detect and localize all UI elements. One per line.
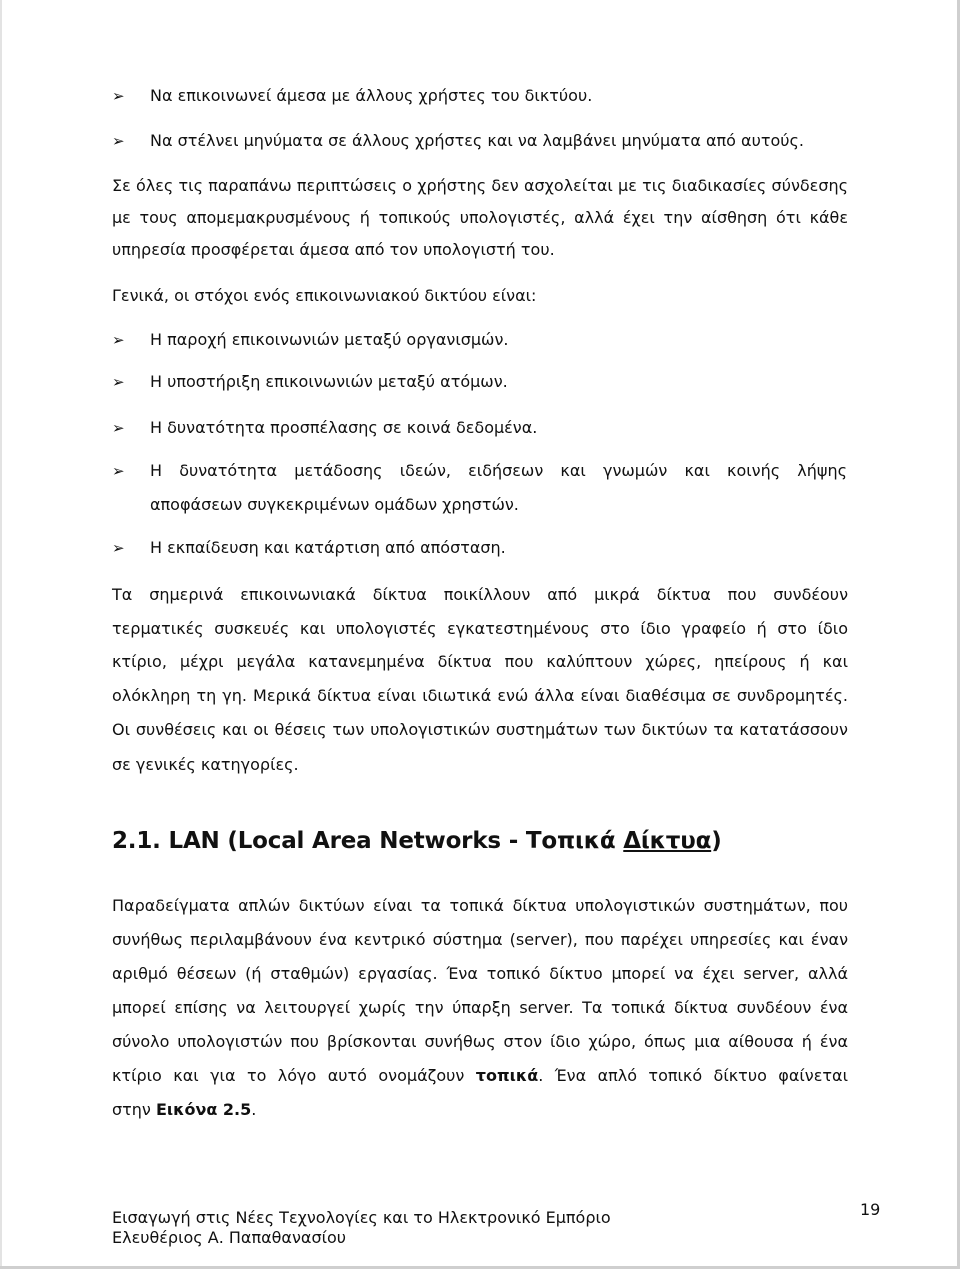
page-edge-left (0, 0, 2, 1269)
paragraph-line: στην Εικόνα 2.5. (112, 1100, 257, 1119)
bullet-icon: ➢ (112, 419, 125, 437)
bullet-item: Η παροχή επικοινωνιών μεταξύ οργανισμών. (150, 330, 509, 349)
paragraph-line: Παραδείγματα απλών δικτύων είναι τα τοπικά δίκτυα υπολογιστικών συστημάτων, που (112, 896, 848, 915)
section-heading: 2.1. LAN (Local Area Networks - Τοπικά Δίκτυα) (112, 828, 722, 854)
bullet-icon: ➢ (112, 462, 125, 480)
paragraph-line: με τους απομεμακρυσμένους ή τοπικούς υπολογιστές, αλλά έχει την αίσθηση ότι κάθε (112, 208, 848, 227)
paragraph-line: κτίριο, μέχρι μεγάλα κατανεμημένα δίκτυα που καλύπτουν χώρες, ηπείρους ή και (112, 652, 848, 671)
paragraph-line: κτίριο και για το λόγο αυτό ονομάζουν τοπικά. Ένα απλό τοπικό δίκτυο φαίνεται (112, 1066, 848, 1085)
paragraph-line: υπηρεσία προσφέρεται άμεσα από τον υπολογιστή του. (112, 240, 555, 259)
paragraph-line: σε γενικές κατηγορίες. (112, 755, 299, 774)
paragraph-line: σύνολο υπολογιστών που βρίσκονται συνήθως στον ίδιο χώρο, όπως μια αίθουσα ή ένα (112, 1032, 848, 1051)
goals-intro: Γενικά, οι στόχοι ενός επικοινωνιακού δικτύου είναι: (112, 286, 537, 305)
page-number: 19 (860, 1200, 881, 1219)
paragraph-line: Οι συνθέσεις και οι θέσεις των υπολογιστικών συστημάτων των δικτύων τα κατατάσσουν (112, 720, 848, 739)
bullet-item: Η δυνατότητα μετάδοσης ιδεών, ειδήσεων και γνωμών και κοινής λήψης (150, 461, 847, 480)
paragraph-line: αριθμό θέσεων (ή σταθμών) εργασίας. Ένα τοπικό δίκτυο μπορεί να έχει server, αλλά (112, 964, 848, 983)
bullet-item-continuation: αποφάσεων συγκεκριμένων ομάδων χρηστών. (150, 495, 519, 514)
bullet-icon: ➢ (112, 539, 125, 557)
paragraph-line: μπορεί επίσης να λειτουργεί χωρίς την ύπαρξη server. Τα τοπικά δίκτυα συνδέουν ένα (112, 998, 848, 1017)
bullet-icon: ➢ (112, 331, 125, 349)
bullet-item: Να στέλνει μηνύματα σε άλλους χρήστες και να λαμβάνει μηνύματα από αυτούς. (150, 131, 805, 150)
bullet-item: Η δυνατότητα προσπέλασης σε κοινά δεδομένα. (150, 418, 538, 437)
paragraph-line: Σε όλες τις παραπάνω περιπτώσεις ο χρήστης δεν ασχολείται με τις διαδικασίες σύνδεσης (112, 176, 848, 195)
bullet-icon: ➢ (112, 373, 125, 391)
paragraph-line: Τα σημερινά επικοινωνιακά δίκτυα ποικίλλουν από μικρά δίκτυα που συνδέουν (112, 585, 848, 604)
footer-title: Εισαγωγή στις Νέες Τεχνολογίες και το Ηλεκτρονικό Εμπόριο (112, 1208, 611, 1227)
footer-author: Ελευθέριος Α. Παπαθανασίου (112, 1228, 347, 1247)
bullet-item: Να επικοινωνεί άμεσα με άλλους χρήστες του δικτύου. (150, 86, 593, 105)
bullet-item: Η υποστήριξη επικοινωνιών μεταξύ ατόμων. (150, 372, 508, 391)
bullet-icon: ➢ (112, 132, 125, 150)
paragraph-line: τερματικές συσκευές και υπολογιστές εγκατεστημένους στο ίδιο γραφείο ή στο ίδιο (112, 619, 848, 638)
bullet-item: Η εκπαίδευση και κατάρτιση από απόσταση. (150, 538, 506, 557)
bullet-icon: ➢ (112, 87, 125, 105)
paragraph-line: ολόκληρη τη γη. Μερικά δίκτυα είναι ιδιωτικά ενώ άλλα είναι διαθέσιμα σε συνδρομητές. (112, 686, 848, 705)
paragraph-line: συνήθως περιλαμβάνουν ένα κεντρικό σύστημα (server), που παρέχει υπηρεσίες και έναν (112, 930, 848, 949)
